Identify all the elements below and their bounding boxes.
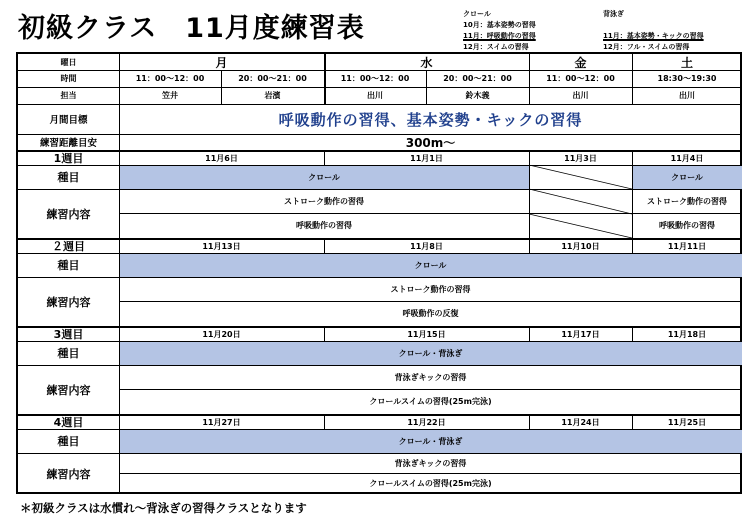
goal-label: 月間目標 (49, 115, 88, 126)
grid-line (18, 70, 742, 71)
grid-line (18, 453, 742, 454)
event-label: 種目 (57, 259, 80, 272)
week-date: 11月6日 (205, 153, 238, 163)
grid-line (221, 70, 222, 104)
target-distance: 300m～ (405, 135, 456, 150)
grid-line (18, 253, 742, 254)
grid-line (324, 414, 325, 429)
coach-name: 出川 (367, 91, 383, 100)
coach-name: 笠井 (162, 91, 178, 100)
monthly-goal: 呼吸動作の習得、基本姿勢・キックの習得 (278, 110, 583, 129)
week-label: ２週目 (52, 240, 85, 253)
no-class-strike (529, 165, 632, 238)
practice-content: クロールスイムの習得(25m完泳) (369, 397, 492, 406)
practice-content: 呼吸動作の反復 (402, 309, 459, 318)
week-label: 1週目 (53, 152, 84, 165)
practice-content: ストローク動作の習得 (647, 196, 727, 206)
grid-line (119, 54, 120, 494)
time-slot: 18:30～19:30 (657, 74, 717, 83)
crawl-goals-note (463, 9, 536, 53)
grid-line (632, 150, 633, 238)
grid-line (632, 54, 633, 104)
week-date: 11月25日 (667, 417, 707, 427)
note-line: クロール (463, 10, 491, 18)
practice-content: 背泳ぎキックの習得 (394, 372, 467, 382)
grid-line (18, 87, 742, 88)
week-date: 11月4日 (670, 153, 704, 163)
week-date: 11月22日 (407, 417, 446, 427)
grid-line (324, 326, 325, 341)
grid-line (18, 414, 742, 416)
event-label: 種目 (57, 171, 80, 184)
coach-name: 出川 (572, 91, 589, 100)
grid-line (529, 326, 530, 341)
week-date: 11月27日 (202, 417, 241, 427)
week-date: 11月3日 (564, 153, 597, 163)
week-date: 11月15日 (407, 329, 446, 339)
practice-content: ストローク動作の習得 (284, 196, 364, 206)
practice-content: クロールスイムの習得(25m完泳) (369, 479, 492, 488)
practice-content: 背泳ぎキックの習得 (394, 458, 467, 468)
event-cell: クロール (632, 165, 742, 189)
grid-line (18, 341, 742, 342)
weekday-wednesday: 水 (420, 55, 433, 70)
grid-line (426, 70, 427, 104)
backstroke-goals-note (603, 9, 704, 53)
weekday-monday: 月 (215, 55, 228, 70)
grid-line (18, 150, 742, 152)
time-slot: 11：00～12：00 (135, 74, 205, 83)
time-slot: 11：00～12：00 (546, 74, 615, 83)
practice-content: 呼吸動作の習得 (659, 221, 715, 230)
time-slot: 20：00～21：00 (443, 74, 512, 83)
distance-label: 練習距離目安 (39, 138, 97, 149)
page-title: 初級クラス 11月度練習表 (18, 13, 365, 44)
grid-line (324, 54, 326, 104)
week-date: 11月10日 (561, 241, 600, 251)
coach-name: 岩濱 (264, 91, 281, 100)
week-date: 11月18日 (667, 329, 707, 339)
grid-line (119, 389, 742, 390)
class-footnote: ＊初級クラスは水慣れ～背泳ぎの習得クラスとなります (20, 501, 307, 515)
note-line (603, 20, 704, 31)
grid-line (18, 238, 742, 240)
grid-line (18, 189, 742, 190)
weekday-saturday: 土 (680, 55, 693, 70)
week-label: 3週目 (53, 328, 84, 341)
grid-line (119, 473, 742, 474)
grid-line (18, 365, 742, 366)
event-cell: クロール・背泳ぎ (119, 429, 742, 453)
grid-line (18, 429, 742, 430)
event-cell: クロール・背泳ぎ (119, 341, 742, 365)
coach-header-label: 担当 (60, 91, 77, 100)
weekday-friday: 金 (574, 55, 587, 70)
grid-line (18, 104, 742, 105)
event-label: 種目 (57, 435, 80, 448)
grid-line (529, 54, 530, 104)
event-cell: クロール (119, 165, 529, 189)
day-header-label: 曜日 (60, 57, 77, 67)
coach-name: 出川 (679, 91, 695, 100)
week-date: 11月17日 (561, 329, 600, 339)
grid-line (529, 238, 530, 253)
event-label: 種目 (57, 347, 80, 360)
note-line: 12月：スイムの習得 (463, 43, 529, 51)
content-label: 練習内容 (46, 295, 91, 309)
practice-content: ストローク動作の習得 (390, 284, 471, 294)
grid-line (324, 238, 325, 253)
note-line: 12月：フル・スイムの習得 (603, 43, 690, 51)
grid-line (18, 134, 742, 135)
grid-line (324, 150, 325, 165)
grid-line (632, 238, 633, 253)
week-date: 11月1日 (410, 153, 443, 163)
practice-content: 呼吸動作の習得 (296, 221, 352, 230)
content-label: 練習内容 (46, 207, 91, 221)
practice-schedule-table (16, 52, 742, 494)
time-slot: 11：00～12：00 (340, 74, 410, 83)
week-date: 11月11日 (667, 241, 707, 251)
grid-line (18, 326, 742, 328)
grid-line (119, 301, 742, 302)
week-date: 11月13日 (202, 241, 241, 251)
coach-name: 鈴木義 (465, 91, 490, 100)
grid-line (18, 165, 742, 166)
grid-line (632, 414, 633, 429)
grid-line (632, 326, 633, 341)
event-cell: クロール (119, 253, 742, 277)
week-date: 11月20日 (202, 329, 241, 339)
content-label: 練習内容 (46, 383, 91, 397)
time-header-label: 時間 (60, 74, 77, 83)
week-date: 11月24日 (561, 417, 600, 427)
note-line: 11月：呼吸動作の習得 (463, 32, 536, 40)
grid-line (119, 213, 742, 214)
note-line: 背泳ぎ (603, 10, 624, 18)
week-label: 4週目 (53, 416, 84, 429)
grid-line (529, 414, 530, 429)
content-label: 練習内容 (46, 467, 91, 481)
grid-line (18, 277, 742, 278)
note-line: 11月：基本姿勢・キックの習得 (603, 32, 704, 40)
time-slot: 20：00～21：00 (238, 74, 307, 83)
week-date: 11月8日 (410, 241, 443, 251)
note-line: 10月：基本姿勢の習得 (463, 21, 536, 29)
